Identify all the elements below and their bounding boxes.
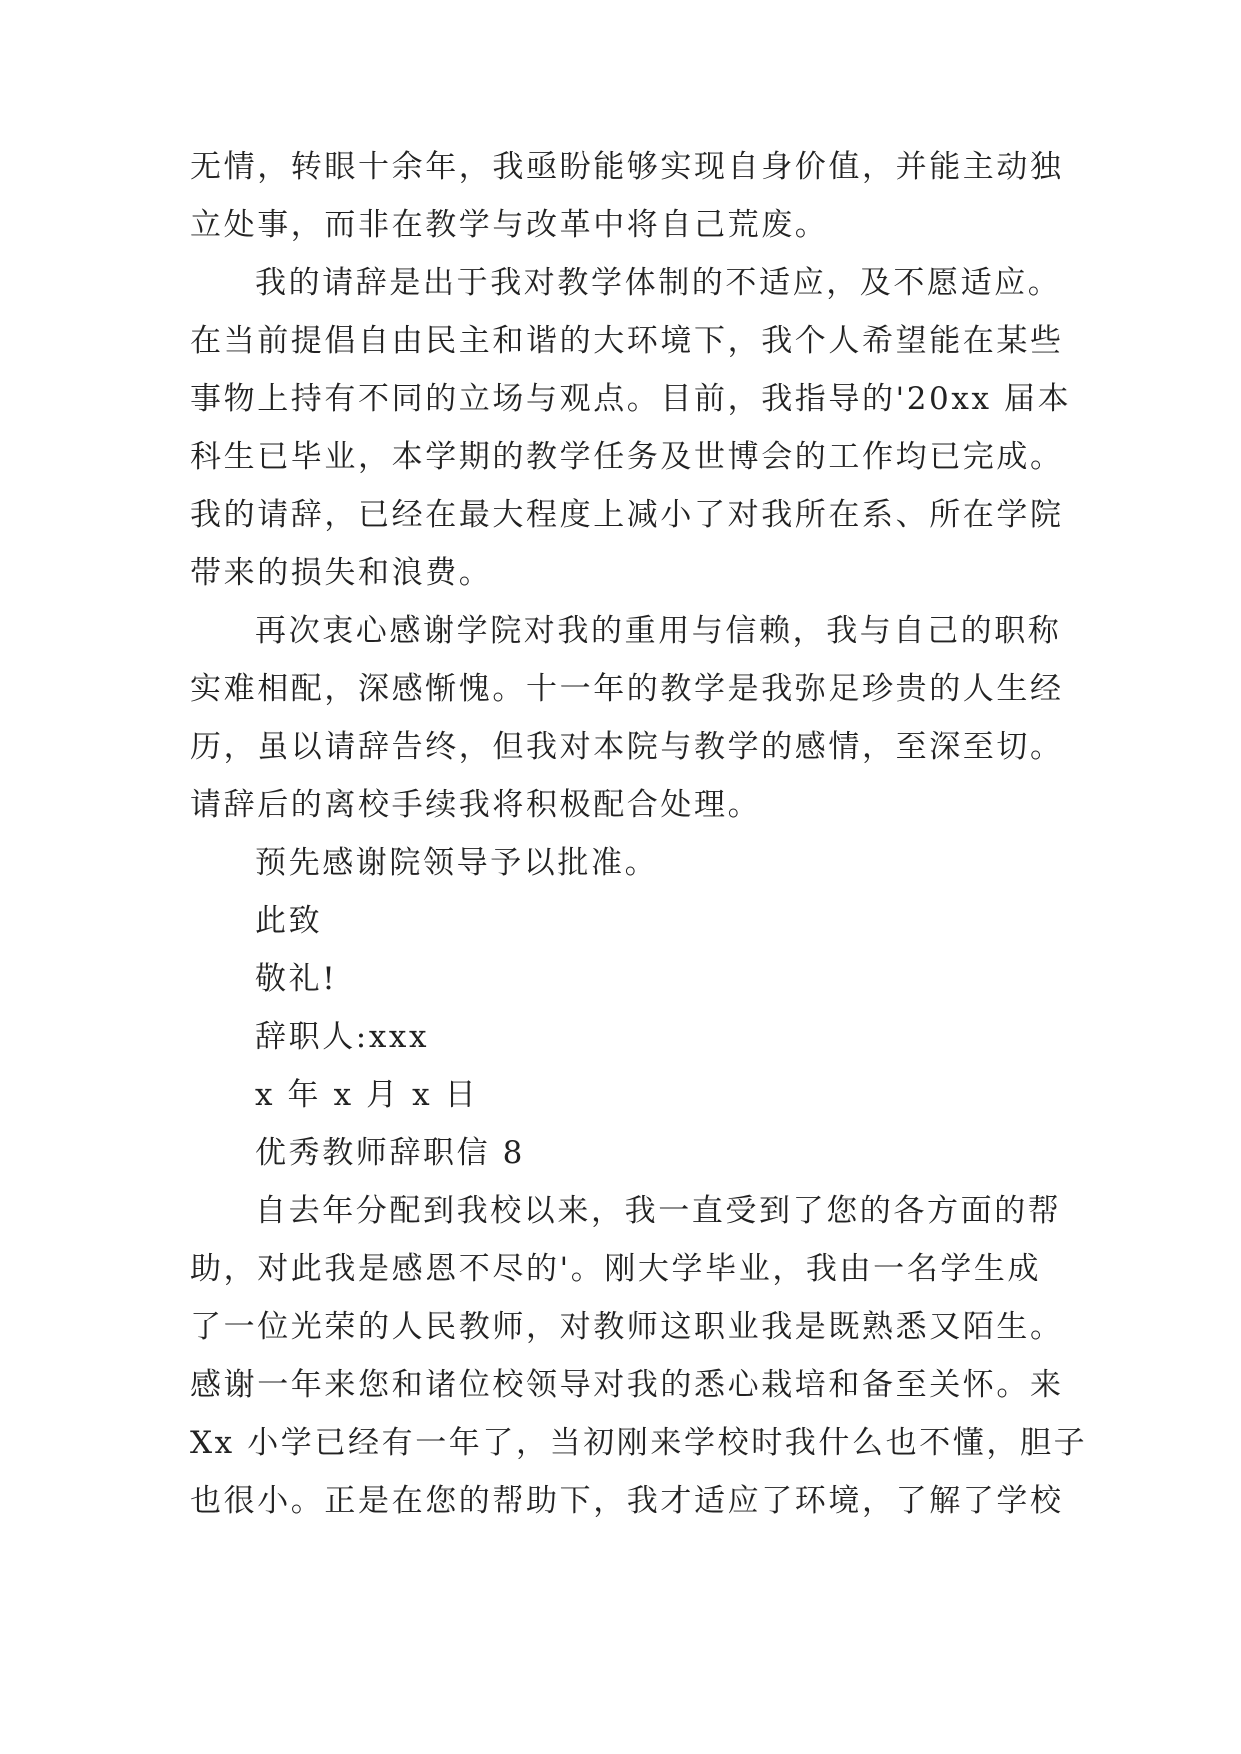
text-line: 无情，转眼十余年，我亟盼能够实现自身价值，并能主动独: [190, 149, 1064, 185]
date-line: x 年 x 月 x 日: [255, 1077, 479, 1113]
paragraph-start-line: 预先感谢院领导予以批准。: [255, 845, 659, 881]
text-line: 科生已毕业，本学期的教学任务及世博会的工作均已完成。: [190, 439, 1064, 475]
text-line: Xx 小学已经有一年了，当初刚来学校时我什么也不懂，胆子: [190, 1425, 1088, 1461]
section-heading: 优秀教师辞职信 8: [255, 1135, 525, 1171]
paragraph-start-line: 再次衷心感谢学院对我的重用与信赖，我与自己的职称: [255, 613, 1062, 649]
text-line: 立处事，而非在教学与改革中将自己荒废。: [190, 207, 829, 243]
salutation-line: 此致: [255, 903, 323, 939]
text-line: 实难相配，深感惭愧。十一年的教学是我弥足珍贵的人生经: [190, 671, 1064, 707]
text-line: 助，对此我是感恩不尽的'。刚大学毕业，我由一名学生成: [190, 1251, 1042, 1287]
paragraph-start-line: 我的请辞是出于我对教学体制的不适应，及不愿适应。: [255, 265, 1062, 301]
text-line: 在当前提倡自由民主和谐的大环境下，我个人希望能在某些: [190, 323, 1064, 359]
text-line: 历，虽以请辞告终，但我对本院与教学的感情，至深至切。: [190, 729, 1064, 765]
text-line: 我的请辞，已经在最大程度上减小了对我所在系、所在学院: [190, 497, 1064, 533]
text-line: 请辞后的离校手续我将积极配合处理。: [190, 787, 762, 823]
text-line: 感谢一年来您和诸位校领导对我的悉心栽培和备至关怀。来: [190, 1367, 1064, 1403]
signature-line: 辞职人:xxx: [255, 1019, 430, 1055]
paragraph-start-line: 自去年分配到我校以来，我一直受到了您的各方面的帮: [255, 1193, 1062, 1229]
text-line: 事物上持有不同的立场与观点。目前，我指导的'20xx 届本: [190, 381, 1072, 417]
text-line: 带来的损失和浪费。: [190, 555, 493, 591]
text-line: 了一位光荣的人民教师，对教师这职业我是既熟悉又陌生。: [190, 1309, 1064, 1345]
salutation-line: 敬礼!: [255, 961, 338, 997]
text-line: 也很小。正是在您的帮助下，我才适应了环境，了解了学校: [190, 1483, 1064, 1519]
